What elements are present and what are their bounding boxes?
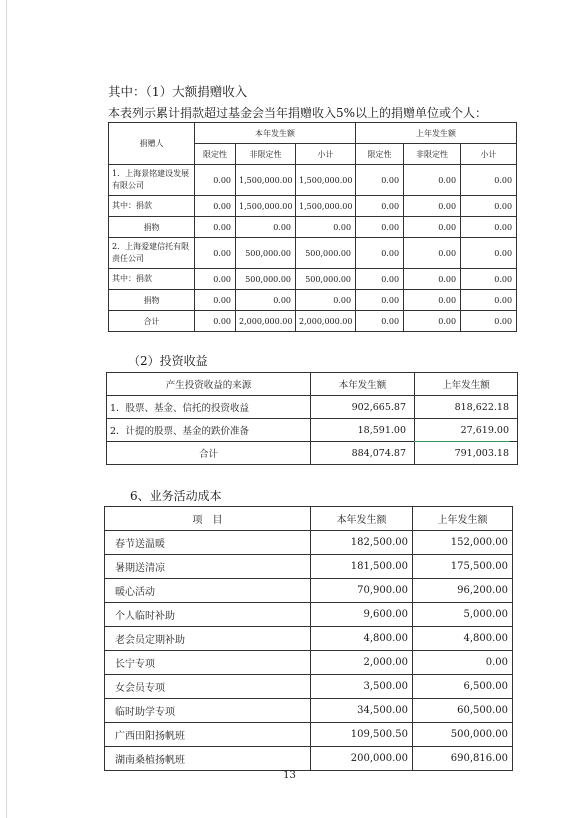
col-donor: 捐赠人 <box>109 123 195 165</box>
cell: 1,500,000.00 <box>236 196 296 217</box>
table-row-total <box>109 311 517 332</box>
col-previous: 上年发生额 <box>415 373 518 396</box>
cell: 0.00 <box>195 290 236 311</box>
cell: 500,000.00 <box>296 269 356 290</box>
cell: 1,500,000.00 <box>296 196 356 217</box>
scan-edge-line <box>6 0 7 818</box>
table-row <box>105 699 513 723</box>
cell-previous: 60,500.00 <box>413 699 513 723</box>
cell: 500,000.00 <box>236 269 296 290</box>
table-row <box>105 747 513 771</box>
table-row <box>105 531 513 555</box>
row-label: 广西田阳扬帆班 <box>105 723 311 747</box>
cell-previous: 27,619.00 <box>415 419 518 442</box>
table-row <box>107 419 518 442</box>
cell-current: 34,500.00 <box>311 699 413 723</box>
investment-table <box>106 372 518 465</box>
cell: 0.00 <box>195 269 236 290</box>
cell-previous: 818,622.18 <box>415 396 518 419</box>
section-title-activity-cost: 6、业务活动成本 <box>130 489 222 503</box>
col-current: 本年发生额 <box>311 373 415 396</box>
cell: 500,000.00 <box>236 238 296 269</box>
col-previous-subtotal: 小计 <box>461 144 517 165</box>
cell-previous: 96,200.00 <box>413 579 513 603</box>
table-row <box>109 238 517 269</box>
cell-current: 884,074.87 <box>311 442 415 465</box>
section-note: 本表列示累计捐款超过基金会当年捐赠收入5%以上的捐赠单位或个人： <box>108 106 488 120</box>
table-row <box>109 269 517 290</box>
cell-current: 18,591.00 <box>311 419 415 442</box>
cell-previous: 690,816.00 <box>413 747 513 771</box>
table-row <box>105 555 513 579</box>
row-label: 老会员定期补助 <box>105 627 311 651</box>
table-row <box>105 627 513 651</box>
table-row <box>109 165 517 196</box>
cell: 0.00 <box>195 238 236 269</box>
col-source: 产生投资收益的来源 <box>107 373 311 396</box>
col-current-restricted: 限定性 <box>195 144 236 165</box>
row-label: 1．股票、基金、信托的投资收益 <box>107 396 311 419</box>
page-number: 13 <box>283 770 296 781</box>
table-row <box>105 723 513 747</box>
cell: 0.00 <box>404 217 461 238</box>
cell-previous: 791,003.18 <box>415 442 518 465</box>
row-label: 1．上海景铭建设发展有限公司 <box>109 165 195 196</box>
cell: 0.00 <box>236 290 296 311</box>
table-row <box>105 603 513 627</box>
cell-current: 182,500.00 <box>311 531 413 555</box>
section-title-investment: （2）投资收益 <box>128 354 208 368</box>
cell: 0.00 <box>195 196 236 217</box>
cell: 0.00 <box>356 165 404 196</box>
cell-current: 4,800.00 <box>311 627 413 651</box>
row-label: 湖南桑植扬帆班 <box>105 747 311 771</box>
cell: 0.00 <box>195 165 236 196</box>
col-current-unrestricted: 非限定性 <box>236 144 296 165</box>
cell-previous: 175,500.00 <box>413 555 513 579</box>
cell: 0.00 <box>461 290 517 311</box>
table-row <box>109 196 517 217</box>
col-previous-unrestricted: 非限定性 <box>404 144 461 165</box>
table-row <box>105 579 513 603</box>
row-label: 长宁专项 <box>105 651 311 675</box>
cell-current: 902,665.87 <box>311 396 415 419</box>
cell-current: 200,000.00 <box>311 747 413 771</box>
cell-current: 109,500.50 <box>311 723 413 747</box>
cell: 0.00 <box>356 311 404 332</box>
row-label: 暑期送清凉 <box>105 555 311 579</box>
cell: 0.00 <box>356 196 404 217</box>
cell-previous: 5,000.00 <box>413 603 513 627</box>
cell-previous: 0.00 <box>413 651 513 675</box>
cell-current: 70,900.00 <box>311 579 413 603</box>
row-label: 合计 <box>107 442 311 465</box>
table-row <box>107 396 518 419</box>
col-group-current: 本年发生额 <box>195 123 356 144</box>
cell: 0.00 <box>404 238 461 269</box>
row-label: 临时助学专项 <box>105 699 311 723</box>
cell-current: 181,500.00 <box>311 555 413 579</box>
cell: 0.00 <box>356 238 404 269</box>
row-label: 捐物 <box>109 290 195 311</box>
table-row-total <box>107 442 518 465</box>
cell: 0.00 <box>461 238 517 269</box>
col-item: 项 目 <box>105 507 311 531</box>
cell-previous: 500,000.00 <box>413 723 513 747</box>
section-title-large-donations: 其中：（1）大额捐赠收入 <box>108 84 248 99</box>
highlight-underline <box>414 441 510 442</box>
cell: 0.00 <box>356 269 404 290</box>
row-label: 其中：捐款 <box>109 269 195 290</box>
col-previous-restricted: 限定性 <box>356 144 404 165</box>
cell: 0.00 <box>195 311 236 332</box>
col-group-previous: 上年发生额 <box>356 123 517 144</box>
table-row <box>105 651 513 675</box>
cell: 0.00 <box>356 217 404 238</box>
row-label: 2．计提的股票、基金的跌价准备 <box>107 419 311 442</box>
table-row <box>109 290 517 311</box>
cell-previous: 6,500.00 <box>413 675 513 699</box>
cell: 0.00 <box>236 217 296 238</box>
cell: 0.00 <box>296 290 356 311</box>
cell: 2,000,000.00 <box>296 311 356 332</box>
row-label: 其中：捐款 <box>109 196 195 217</box>
cell: 0.00 <box>404 311 461 332</box>
cell: 0.00 <box>404 290 461 311</box>
row-label: 暖心活动 <box>105 579 311 603</box>
cell: 0.00 <box>195 217 236 238</box>
table-row <box>105 675 513 699</box>
col-current-subtotal: 小计 <box>296 144 356 165</box>
row-label: 个人临时补助 <box>105 603 311 627</box>
cell: 0.00 <box>296 217 356 238</box>
cell: 1,500,000.00 <box>296 165 356 196</box>
cell: 0.00 <box>461 269 517 290</box>
col-current: 本年发生额 <box>311 507 413 531</box>
cell: 0.00 <box>404 165 461 196</box>
table-row <box>109 217 517 238</box>
cell: 0.00 <box>356 290 404 311</box>
row-label: 2．上海爱建信托有限责任公司 <box>109 238 195 269</box>
cell: 0.00 <box>461 217 517 238</box>
cell: 0.00 <box>461 311 517 332</box>
cell: 0.00 <box>461 196 517 217</box>
cell: 0.00 <box>404 196 461 217</box>
cell-previous: 4,800.00 <box>413 627 513 651</box>
row-label: 女会员专项 <box>105 675 311 699</box>
cell-current: 3,500.00 <box>311 675 413 699</box>
cell-current: 2,000.00 <box>311 651 413 675</box>
col-previous: 上年发生额 <box>413 507 513 531</box>
row-label: 春节送温暖 <box>105 531 311 555</box>
row-label: 合计 <box>109 311 195 332</box>
donation-table <box>108 122 517 332</box>
cell: 2,000,000.00 <box>236 311 296 332</box>
cell: 500,000.00 <box>296 238 356 269</box>
cell: 0.00 <box>404 269 461 290</box>
row-label: 捐物 <box>109 217 195 238</box>
cell-previous: 152,000.00 <box>413 531 513 555</box>
cell-current: 9,600.00 <box>311 603 413 627</box>
activity-cost-table <box>104 506 513 771</box>
cell: 1,500,000.00 <box>236 165 296 196</box>
cell: 0.00 <box>461 165 517 196</box>
